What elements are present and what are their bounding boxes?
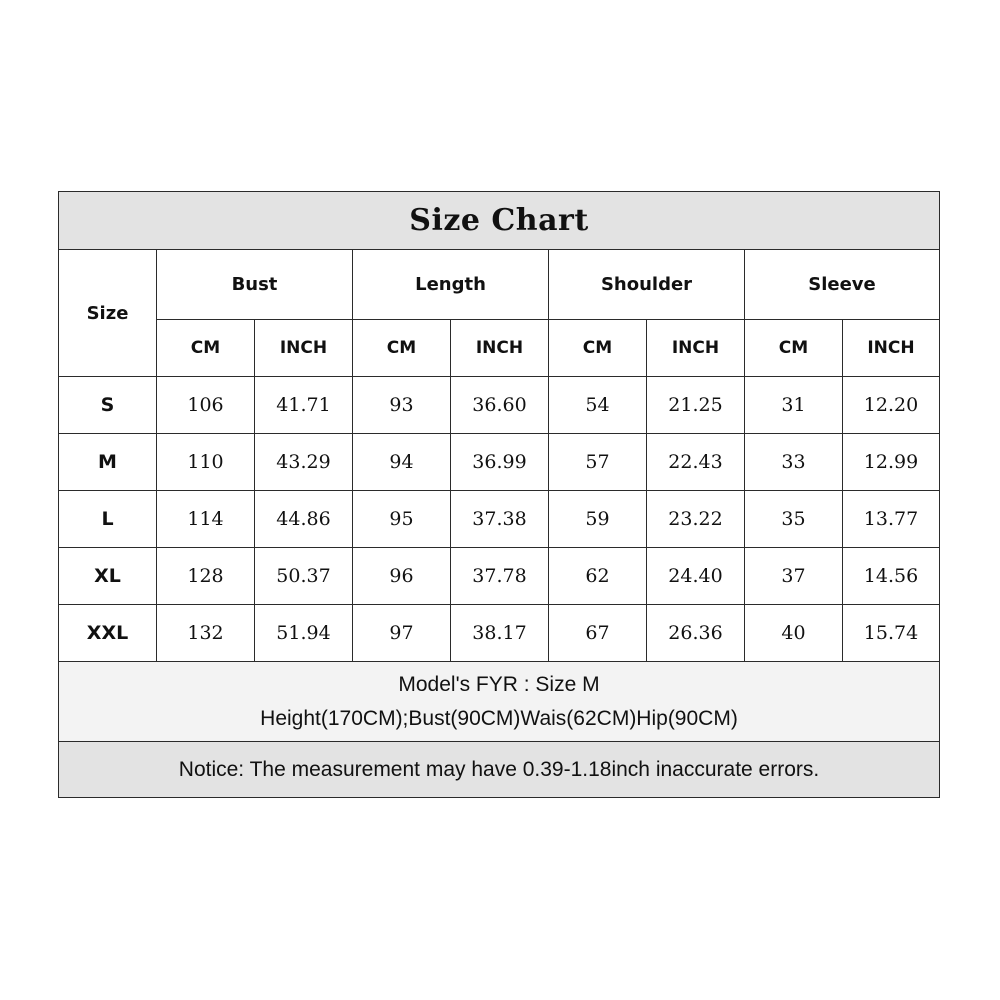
measurement-cell: 62: [549, 548, 647, 605]
measurement-cell: 35: [745, 491, 843, 548]
measurement-cell: 128: [157, 548, 255, 605]
measurement-cell: 21.25: [647, 377, 745, 434]
measurement-cell: 31: [745, 377, 843, 434]
measurement-cell: 22.43: [647, 434, 745, 491]
unit-header-cm: CM: [157, 320, 255, 377]
measurement-cell: 24.40: [647, 548, 745, 605]
measurement-cell: 95: [353, 491, 451, 548]
table-row: [59, 605, 940, 662]
measurement-cell: 36.60: [451, 377, 549, 434]
unit-header-cm: CM: [353, 320, 451, 377]
size-label: XL: [59, 548, 157, 605]
size-column-header: Size: [59, 250, 157, 377]
measurement-cell: 43.29: [255, 434, 353, 491]
unit-header-inch: INCH: [843, 320, 940, 377]
measurement-cell: 13.77: [843, 491, 940, 548]
measurement-cell: 132: [157, 605, 255, 662]
measurement-cell: 12.99: [843, 434, 940, 491]
group-header-length: Length: [353, 250, 549, 320]
unit-header-cm: CM: [745, 320, 843, 377]
measurement-cell: 15.74: [843, 605, 940, 662]
measurement-cell: 37.78: [451, 548, 549, 605]
table-row: [59, 377, 940, 434]
measurement-cell: 44.86: [255, 491, 353, 548]
size-chart-table: [58, 191, 940, 798]
measurement-cell: 23.22: [647, 491, 745, 548]
chart-title: Size Chart: [59, 192, 940, 250]
group-header-bust: Bust: [157, 250, 353, 320]
measurement-cell: 36.99: [451, 434, 549, 491]
measurement-cell: 26.36: [647, 605, 745, 662]
measurement-cell: 37.38: [451, 491, 549, 548]
model-info: [59, 662, 940, 742]
group-header-shoulder: Shoulder: [549, 250, 745, 320]
measurement-cell: 59: [549, 491, 647, 548]
unit-header-inch: INCH: [647, 320, 745, 377]
unit-header-inch: INCH: [255, 320, 353, 377]
table-row: [59, 434, 940, 491]
measurement-cell: 93: [353, 377, 451, 434]
unit-header-cm: CM: [549, 320, 647, 377]
measurement-cell: 38.17: [451, 605, 549, 662]
measurement-cell: 37: [745, 548, 843, 605]
measurement-cell: 33: [745, 434, 843, 491]
group-header-sleeve: Sleeve: [745, 250, 940, 320]
measurement-cell: 54: [549, 377, 647, 434]
measurement-cell: 94: [353, 434, 451, 491]
measurement-cell: 51.94: [255, 605, 353, 662]
size-rows: [59, 377, 940, 662]
table-row: [59, 491, 940, 548]
measurement-cell: 50.37: [255, 548, 353, 605]
measurement-cell: 67: [549, 605, 647, 662]
measurement-cell: 106: [157, 377, 255, 434]
measurement-cell: 96: [353, 548, 451, 605]
measurement-cell: 14.56: [843, 548, 940, 605]
measurement-cell: 41.71: [255, 377, 353, 434]
size-label: S: [59, 377, 157, 434]
size-label: XXL: [59, 605, 157, 662]
unit-header-inch: INCH: [451, 320, 549, 377]
measurement-cell: 12.20: [843, 377, 940, 434]
measurement-cell: 57: [549, 434, 647, 491]
size-label: M: [59, 434, 157, 491]
measurement-notice: Notice: The measurement may have 0.39-1.18inch inaccurate errors.: [59, 742, 940, 798]
size-label: L: [59, 491, 157, 548]
measurement-cell: 110: [157, 434, 255, 491]
measurement-cell: 40: [745, 605, 843, 662]
model-measurements-line: Height(170CM);Bust(90CM)Wais(62CM)Hip(90CM): [260, 706, 738, 730]
model-size-line: Model's FYR : Size M: [398, 672, 600, 696]
table-row: [59, 548, 940, 605]
measurement-cell: 114: [157, 491, 255, 548]
measurement-cell: 97: [353, 605, 451, 662]
